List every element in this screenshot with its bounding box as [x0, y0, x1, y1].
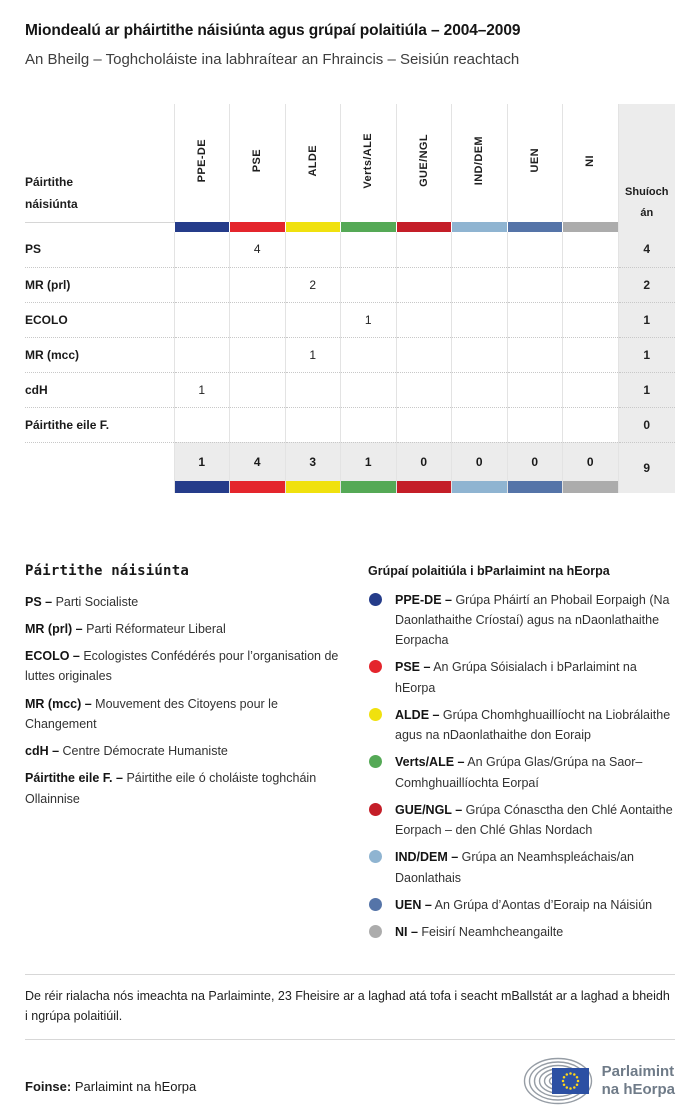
row-seats-total: 2: [618, 267, 675, 302]
group-color-bar: [230, 222, 286, 232]
table-cell: [174, 337, 230, 372]
legend-text: [395, 657, 675, 698]
table-cell: [396, 232, 452, 267]
totals-row: [25, 442, 675, 493]
column-total-value: 4: [253, 454, 261, 469]
table-cell: [507, 372, 563, 407]
legend-text: [395, 922, 675, 942]
table-row: [25, 302, 675, 337]
table-cell: [452, 337, 508, 372]
european-parliament-logo: [521, 1054, 675, 1108]
column-total-cell: [230, 442, 286, 493]
footnote: De réir rialacha nós imeachta na Parlaiminte, 23 Fheisire ar a laghad atá tofa i seacht mBallstát ar a laghad a bheidh i ngrúpa polaitiúil.: [25, 989, 670, 1024]
table-cell: [396, 337, 452, 372]
table-cell: [285, 407, 341, 442]
seats-column-header: Shuíochán: [618, 104, 675, 232]
table-cell: [230, 407, 286, 442]
legend-color-dot: [369, 850, 382, 863]
column-total-cell: [507, 442, 563, 493]
row-seats-total: 4: [618, 232, 675, 267]
legend-desc: Parti Réformateur Liberal: [82, 621, 226, 636]
table-cell: [452, 267, 508, 302]
group-color-bar: [174, 222, 230, 232]
table-cell: [341, 407, 397, 442]
legend-abbr: PSE –: [395, 660, 431, 675]
group-color-bar: [563, 481, 618, 493]
footer-row: [25, 1046, 675, 1108]
source-value: Parlaimint na hEorpa: [74, 1079, 197, 1095]
legend-color-dot: [369, 898, 382, 911]
row-seats-total: 1: [618, 337, 675, 372]
group-color-bar: [563, 222, 619, 232]
table-cell: 1: [341, 302, 397, 337]
table-cell: [452, 407, 508, 442]
legend-desc: Centre Démocrate Humaniste: [59, 744, 228, 758]
table-cell: [563, 407, 619, 442]
logo-line1: Parlaimint: [601, 1063, 675, 1081]
column-total-cell: [452, 442, 508, 493]
column-total-cell: [563, 442, 619, 493]
group-color-bar: [397, 481, 452, 493]
column-header-label: GUE/NGL: [417, 134, 430, 187]
divider: [25, 1039, 675, 1040]
source-label: Foinse:: [25, 1079, 72, 1095]
legend-item: [368, 705, 675, 746]
parliament-hemicycle-icon: [521, 1054, 595, 1108]
table-cell: [174, 267, 230, 302]
table-cell: [230, 337, 286, 372]
legend-item: [368, 657, 675, 698]
legend-item: [25, 619, 350, 639]
table-cell: [563, 337, 619, 372]
table-row: [25, 407, 675, 442]
groups-legend-list: [368, 590, 675, 943]
table-cell: 2: [285, 267, 341, 302]
color-bar-spacer: [25, 222, 174, 232]
legends-section: [25, 563, 675, 950]
legend-color-dot: [369, 593, 382, 606]
group-color-bar: [508, 481, 563, 493]
table-cell: [285, 232, 341, 267]
national-legend-heading: Páirtithe náisiúnta: [25, 562, 189, 579]
legend-abbr: NI –: [395, 925, 418, 939]
table-cell: [341, 267, 397, 302]
legend-text: [395, 752, 675, 793]
national-parties-legend: [25, 563, 368, 950]
legend-text: [395, 590, 675, 651]
column-header-label: IND/DEM: [473, 135, 486, 186]
table-cell: [174, 407, 230, 442]
legend-abbr: PPE-DE –: [395, 592, 452, 607]
column-header-Verts/ALE: [341, 104, 397, 222]
column-header-PSE: [230, 104, 286, 222]
national-legend-list: [25, 592, 350, 809]
table-cell: [507, 337, 563, 372]
legend-abbr: ECOLO –: [25, 649, 80, 663]
legend-desc: An Grúpa Sóisialach i bParlaimint na hEorpa: [395, 660, 637, 695]
table-cell: [563, 267, 619, 302]
legend-color-dot: [369, 925, 382, 938]
row-header-cell: [25, 104, 174, 222]
political-groups-legend: [368, 563, 675, 950]
legend-item: [368, 895, 675, 915]
legend-desc: Grúpa an Neamhspleáchais/an Daonlathais: [395, 850, 635, 885]
table-cell: [452, 232, 508, 267]
total-seats-cell: 9: [618, 442, 675, 493]
column-total-value: 0: [586, 454, 594, 469]
row-label: MR (mcc): [25, 337, 174, 372]
legend-desc: Grúpa Chomhghuaillíocht na Liobrálaithe agus na nDaonlathaithe don Eoraip: [395, 707, 671, 742]
column-header-UEN: [507, 104, 563, 222]
table-cell: [563, 302, 619, 337]
logo-line2: na hEorpa: [601, 1081, 675, 1099]
legend-color-dot: [369, 708, 382, 721]
column-total-cell: [396, 442, 452, 493]
table-header-row: [25, 104, 675, 222]
column-total-value: 0: [420, 454, 428, 469]
table-cell: [452, 372, 508, 407]
legend-text: [395, 847, 675, 888]
source-line: [25, 1079, 196, 1094]
legend-desc: Mouvement des Citoyens pour le Changement: [25, 696, 278, 731]
column-header-IND/DEM: [452, 104, 508, 222]
legend-desc: Páirtithe eile ó choláiste toghcháin Ollainnise: [25, 771, 317, 806]
legend-abbr: MR (prl) –: [25, 621, 83, 636]
legend-desc: An Grúpa d’Aontas d’Eoraip na Náisiún: [431, 897, 653, 912]
legend-text: [395, 800, 675, 841]
row-label: Páirtithe eile F.: [25, 407, 174, 442]
legend-abbr: ALDE –: [395, 707, 440, 722]
table-cell: [396, 267, 452, 302]
table-cell: [563, 372, 619, 407]
table-row: [25, 372, 675, 407]
table-cell: 1: [285, 337, 341, 372]
legend-item: [368, 752, 675, 793]
row-label: PS: [25, 242, 42, 257]
column-header-label: PPE-DE: [195, 138, 208, 183]
legend-item: [368, 847, 675, 888]
table-cell: [396, 407, 452, 442]
group-color-bar: [175, 481, 230, 493]
column-total-value: 1: [364, 454, 372, 469]
table-cell: [230, 267, 286, 302]
legend-item: [368, 922, 675, 942]
legend-text: [395, 705, 675, 746]
group-color-bar: [507, 222, 563, 232]
table-cell: [341, 372, 397, 407]
group-color-bar: [452, 222, 508, 232]
table-cell: [341, 337, 397, 372]
table-row: [25, 337, 675, 372]
legend-desc: Parti Socialiste: [52, 594, 139, 609]
legend-desc: Grúpa Pháirtí an Phobail Eorpaigh (Na Daonlathaithe Críostaí) agus na nDaonlathaithe Eorpacha: [395, 592, 670, 647]
column-header-NI: [563, 104, 619, 222]
table-cell: [396, 372, 452, 407]
legend-desc: Ecologistes Confédérés pour l’organisation de luttes originales: [25, 649, 339, 684]
group-color-bar-row: [25, 222, 675, 232]
legend-item: [25, 768, 350, 809]
table-cell: [174, 302, 230, 337]
legend-abbr: PS –: [25, 594, 53, 609]
row-label: ECOLO: [25, 302, 174, 337]
divider: [25, 974, 675, 975]
eu-flag-icon: [552, 1068, 589, 1094]
logo-wordmark: [602, 1063, 675, 1099]
table-cell: [507, 302, 563, 337]
page-title: Miondealú ar pháirtithe náisiúnta agus grúpaí polaitiúla – 2004–2009: [25, 22, 521, 39]
table-cell: [563, 232, 619, 267]
row-seats-total: 1: [618, 372, 675, 407]
column-total-cell: [285, 442, 341, 493]
legend-item: [368, 590, 675, 651]
column-header-label: ALDE: [306, 144, 319, 177]
legend-item: [25, 592, 350, 612]
column-total-value: 1: [198, 454, 206, 469]
group-color-bar: [452, 481, 507, 493]
column-header-label: PSE: [251, 148, 264, 173]
totals-row-spacer: [25, 442, 174, 493]
legend-color-dot: [369, 660, 382, 673]
column-total-cell: [341, 442, 397, 493]
row-label: cdH: [25, 372, 174, 407]
table-cell: [230, 302, 286, 337]
seats-table: [25, 104, 675, 493]
table-cell: [285, 302, 341, 337]
legend-item: [25, 646, 350, 687]
group-color-bar: [341, 481, 396, 493]
legend-item: [25, 741, 350, 761]
table-cell: [452, 302, 508, 337]
legend-desc: Feisirí Neamhcheangailte: [417, 925, 564, 939]
table-cell: [507, 407, 563, 442]
legend-color-dot: [369, 755, 382, 768]
column-header-ALDE: [285, 104, 341, 222]
row-label: MR (prl): [25, 267, 174, 302]
table-cell: [285, 372, 341, 407]
table-cell: [507, 267, 563, 302]
table-cell: 4: [230, 232, 286, 267]
row-seats-total: 1: [618, 302, 675, 337]
legend-abbr: Verts/ALE –: [395, 755, 465, 770]
row-seats-total: 0: [618, 407, 675, 442]
table-row: [25, 232, 675, 267]
legend-abbr: GUE/NGL –: [395, 802, 463, 817]
group-color-bar: [286, 481, 341, 493]
group-color-bar: [396, 222, 452, 232]
column-header-PPE-DE: [174, 104, 230, 222]
column-total-value: 0: [475, 454, 483, 469]
legend-abbr: Páirtithe eile F. –: [25, 771, 123, 786]
column-header-label: NI: [584, 155, 597, 167]
group-color-bar: [341, 222, 397, 232]
row-header-label: Páirtithe náisiúnta: [25, 175, 78, 212]
column-total-value: 3: [309, 454, 317, 469]
legend-abbr: cdH –: [25, 744, 60, 758]
table-cell: [174, 232, 230, 267]
legend-abbr: IND/DEM –: [395, 850, 459, 865]
table-cell: [396, 302, 452, 337]
legend-color-dot: [369, 803, 382, 816]
table-cell: [507, 232, 563, 267]
page-subtitle: An Bheilg – Toghcholáiste ina labhraítear an Fhraincis – Seisiún reachtach: [25, 51, 520, 68]
table-cell: [230, 372, 286, 407]
table-row: [25, 267, 675, 302]
group-color-bar: [285, 222, 341, 232]
groups-legend-heading: Grúpaí polaitiúla i bParlaimint na hEorpa: [368, 563, 610, 578]
legend-item: [25, 694, 350, 735]
legend-desc: An Grúpa Glas/Grúpa na Saor–Comhghuaillíochta Eorpaí: [395, 755, 643, 790]
column-total-cell: [174, 442, 230, 493]
group-color-bar: [230, 481, 285, 493]
table-cell: [341, 232, 397, 267]
legend-abbr: MR (mcc) –: [25, 696, 92, 711]
legend-desc: Grúpa Cónasctha den Chlé Aontaithe Eorpach – den Chlé Ghlas Nordach: [395, 802, 673, 837]
legend-abbr: UEN –: [395, 897, 432, 912]
column-header-label: UEN: [528, 148, 541, 173]
legend-item: [368, 800, 675, 841]
legend-text: [395, 895, 675, 915]
column-header-GUE/NGL: [396, 104, 452, 222]
table-cell: 1: [174, 372, 230, 407]
column-total-value: 0: [531, 454, 539, 469]
column-header-label: Verts/ALE: [362, 132, 375, 189]
